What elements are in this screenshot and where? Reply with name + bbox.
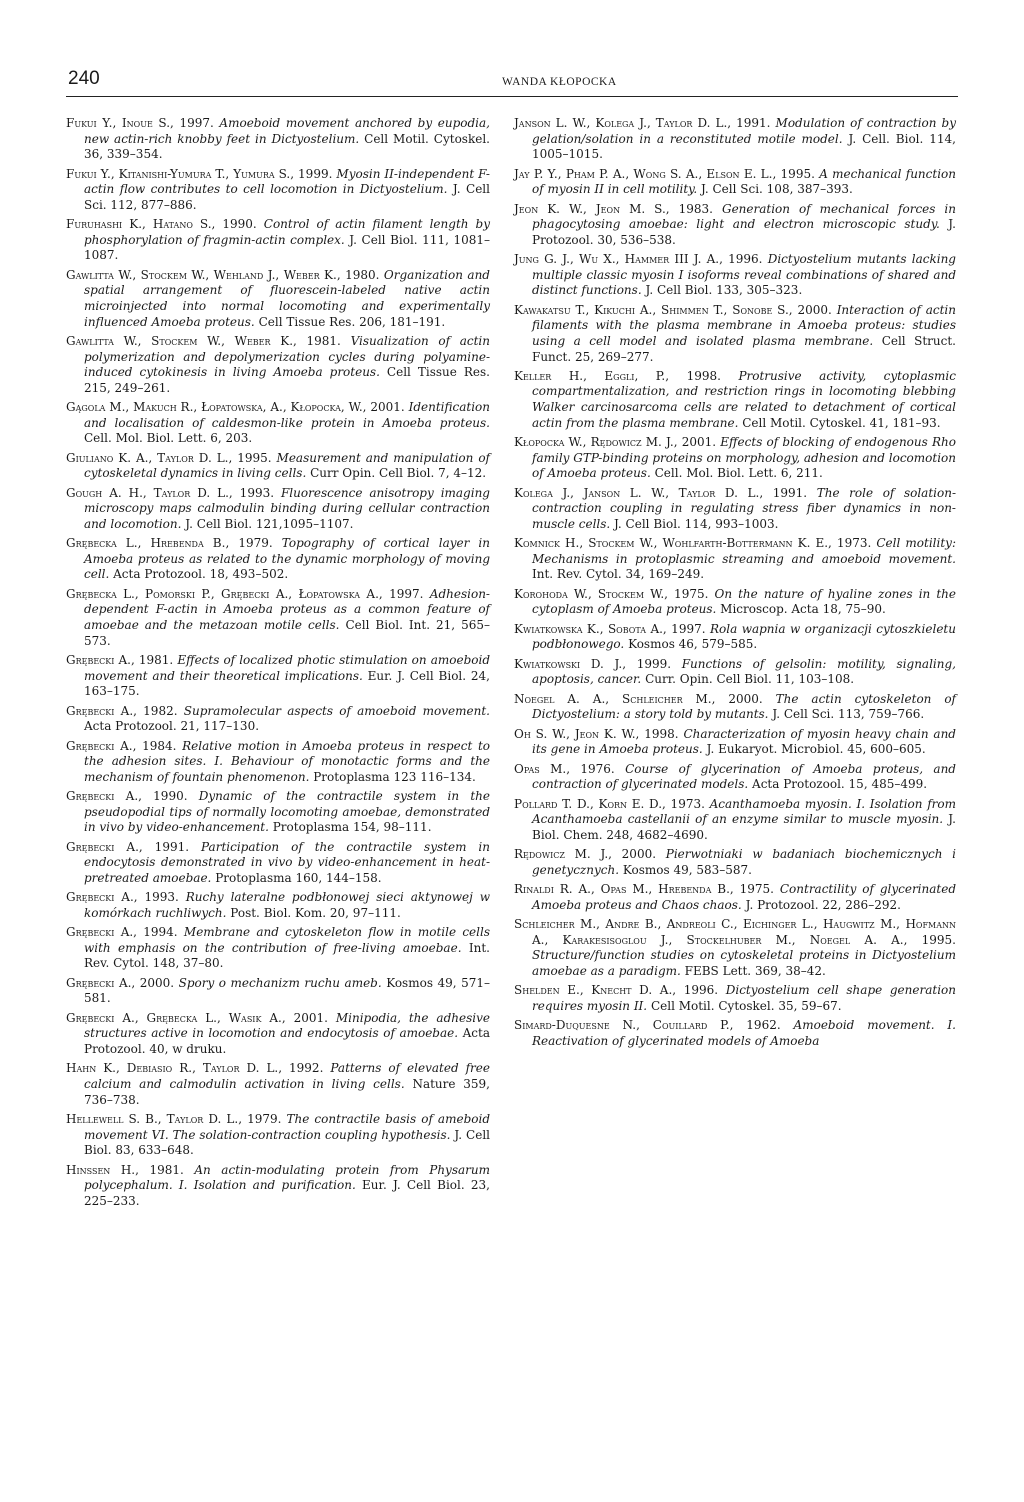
reference-entry <box>66 1011 490 1058</box>
reference-entry <box>66 486 490 533</box>
reference-entry <box>514 116 956 163</box>
reference-source: Cell Struct. Funct. 25, 269–277. <box>532 333 956 364</box>
reference-source: Kosmos 49, 583–587. <box>622 862 752 877</box>
reference-source: Post. Biol. Kom. 20, 97–111. <box>230 905 401 920</box>
reference-authors: Grębecki A., 1991. <box>66 839 190 854</box>
reference-title: Protrusive activity, cytoplasmic compartmentalization, and restriction rings in locomoting blebbing Walker carcinosarcoma cells are related to detachment of cortical actin from the plasma membrane. <box>532 368 956 430</box>
reference-authors: Grębecki A., 1993. <box>66 890 179 905</box>
reference-source: Protoplasma 123 116–134. <box>313 769 476 784</box>
reference-authors: Hahn K., Debiasio R., Taylor D. L., 1992. <box>66 1061 324 1076</box>
reference-source: Cell Motil. Cytoskel. 35, 59–67. <box>650 999 842 1014</box>
reference-source: J. Cell Biol. 111, 1081–1087. <box>84 232 490 263</box>
reference-source: Cell Tissue Res. 215, 249–261. <box>84 365 490 395</box>
reference-title: Structure/function studies on cytoskeletal proteins in Dictyostelium amoebae as a paradigm. <box>532 948 956 979</box>
reference-title: Pierwotniaki w badaniach biochemicznych i genetycznych. <box>532 847 956 877</box>
reference-source: Acta Protozool. 21, 117–130. <box>84 719 260 734</box>
reference-title: Myosin II-independent F-actin flow contributes to cell locomotion in Dictyostelium. <box>84 166 490 197</box>
reference-entry <box>66 167 490 214</box>
reference-source: Cell. Mol. Biol. Lett. 6, 203. <box>84 431 253 446</box>
reference-source: J. Protozool. 30, 536–538. <box>532 217 956 247</box>
reference-entry <box>66 976 490 1007</box>
reference-title: The role of solation-contraction coupling in regulating stress fiber dynamics in non-muscle cells. <box>532 485 957 531</box>
reference-entry <box>514 983 956 1014</box>
reference-entry <box>514 252 956 299</box>
reference-authors: Oh S. W., Jeon K. W., 1998. <box>514 726 679 741</box>
references-right-column <box>514 116 956 1053</box>
reference-title: Contractility of glycerinated Amoeba proteus and Chaos chaos. <box>532 882 956 912</box>
reference-title: Visualization of actin polymerization and depolymerization cycles during polyamine-induced cytokinesis in living Amoeba proteus. <box>84 333 490 380</box>
reference-entry <box>66 400 490 447</box>
reference-title: Fluorescence anisotropy imaging microscopy maps calmodulin binding during cellular contraction and locomotion. <box>84 485 490 531</box>
reference-title: Amoeboid movement anchored by eupodia, new actin-rich knobby feet in Dictyostelium. <box>84 116 490 146</box>
reference-authors: Gawlitta W., Stockem W., Wehland J., Weber K., 1980. <box>66 267 380 282</box>
reference-entry <box>514 202 956 249</box>
reference-title: Patterns of elevated free calcium and calmodulin activation in living cells. <box>84 1061 490 1091</box>
reference-source: Acta Protozool. 15, 485–499. <box>752 777 928 792</box>
reference-source: Cell Motil. Cytoskel. 36, 339–354. <box>84 131 490 162</box>
reference-source: Protoplasma 160, 144–158. <box>215 870 382 885</box>
reference-authors: Fukui Y., Inoue S., 1997. <box>66 116 214 130</box>
reference-authors: Gągola M., Makuch R., Łopatowska, A., Kłopocka, W., 2001. <box>66 400 405 415</box>
reference-title: Acanthamoeba myosin. I. Isolation from Acanthamoeba castellanii of an enzyme similar to muscle myosin. <box>532 796 956 827</box>
reference-entry <box>514 657 956 688</box>
reference-authors: Shelden E., Knecht D. A., 1996. <box>514 983 719 998</box>
reference-title: The contractile basis of ameboid movement VI. The solation-contraction coupling hypothesis. <box>84 1111 490 1142</box>
reference-entry <box>514 622 956 653</box>
reference-entry <box>514 727 956 758</box>
reference-source: J. Cell. Biol. 114, 1005–1015. <box>532 131 956 162</box>
reference-source: J. Cell Sci. 108, 387–393. <box>700 182 853 197</box>
reference-entry <box>66 116 490 163</box>
reference-authors: Keller H., Eggli, P., 1998. <box>514 368 721 383</box>
reference-title: Modulation of contraction by gelation/solation in a reconstituted motile model. <box>532 116 957 146</box>
page-number: 240 <box>68 68 100 89</box>
reference-source: Eur. J. Cell Biol. 23, 225–233. <box>84 1178 490 1208</box>
reference-authors: Grębecki A., 1990. <box>66 789 188 804</box>
reference-entry <box>514 587 956 618</box>
reference-entry <box>66 653 490 700</box>
reference-authors: Grębecki A., 1982. <box>66 703 178 718</box>
reference-entry <box>514 167 956 198</box>
reference-authors: Kawakatsu T., Kikuchi A., Shimmen T., Sonobe S., 2000. <box>514 302 832 317</box>
reference-entry <box>66 587 490 649</box>
reference-authors: Opas M., 1976. <box>514 761 615 776</box>
reference-entry <box>514 917 956 979</box>
reference-authors: Jeon K. W., Jeon M. S., 1983. <box>514 201 713 216</box>
reference-source: Eur. J. Cell Biol. 24, 163–175. <box>84 668 490 699</box>
reference-title: Measurement and manipulation of cytoskeletal dynamics in living cells. <box>84 450 490 481</box>
reference-title: Relative motion in Amoeba proteus in respect to the adhesion sites. I. Behaviour of monotactic forms and the mechanism of fountain phenomenon. <box>84 738 490 784</box>
reference-entry <box>66 1163 490 1210</box>
reference-authors: Gough A. H., Taylor D. L., 1993. <box>66 485 275 500</box>
reference-authors: Hinssen H., 1981. <box>66 1162 184 1177</box>
references-left-column <box>66 116 490 1213</box>
reference-entry <box>66 217 490 264</box>
reference-source: Acta Protozool. 18, 493–502. <box>113 567 289 582</box>
reference-title: Functions of gelsolin: motility, signaling, apoptosis, cancer. <box>532 656 956 687</box>
reference-entry <box>514 369 956 431</box>
reference-source: Nature 359, 736–738. <box>84 1076 490 1107</box>
reference-entry <box>66 704 490 735</box>
reference-source: Cell Motil. Cytoskel. 41, 181–93. <box>742 415 941 430</box>
reference-title: Dictyostelium mutants lacking multiple classic myosin I isoforms reveal combinations of shared and distinct functions. <box>532 252 956 298</box>
reference-title: Amoeboid movement. I. Reactivation of glycerinated models of Amoeba <box>532 1018 956 1048</box>
reference-title: Control of actin filament length by phosphorylation of fragmin-actin complex. <box>84 217 490 247</box>
reference-title: A mechanical function of myosin II in cell motility. <box>532 166 956 197</box>
reference-authors: Kwiatkowska K., Sobota A., 1997. <box>514 621 706 636</box>
reference-entry <box>66 739 490 786</box>
reference-source: J. Protozool. 22, 286–292. <box>745 897 901 912</box>
reference-authors: Kolega J., Janson L. W., Taylor D. L., 1991. <box>514 485 808 500</box>
reference-title: Generation of mechanical forces in phagocytosing amoebae: light and electron microscopic study. <box>532 201 956 232</box>
reference-entry <box>66 1112 490 1159</box>
reference-source: J. Cell Biol. 83, 633–648. <box>84 1127 490 1158</box>
reference-source: J. Biol. Chem. 248, 4682–4690. <box>532 812 956 842</box>
reference-authors: Korohoda W., Stockem W., 1975. <box>514 586 709 601</box>
reference-title: Rola wapnia w organizacji cytoszkieletu podbłonowego. <box>532 621 956 652</box>
reference-title: Participation of the contractile system in endocytosis demonstrated in vivo by video-enhancement in heat-pretreated amoebae. <box>84 839 490 885</box>
reference-title: Characterization of myosin heavy chain and its gene in Amoeba proteus. <box>532 726 956 757</box>
reference-authors: Fukui Y., Kitanishi-Yumura T., Yumura S., 1999. <box>66 166 333 181</box>
running-head: WANDA KŁOPOCKA <box>502 76 617 88</box>
reference-authors: Furuhashi K., Hatano S., 1990. <box>66 217 257 232</box>
reference-authors: Pollard T. D., Korn E. D., 1973. <box>514 796 705 811</box>
reference-entry <box>514 486 956 533</box>
reference-title: Dictyostelium cell shape generation requires myosin II. <box>532 983 956 1014</box>
reference-source: Curr. Opin. Cell Biol. 11, 103–108. <box>645 672 855 687</box>
reference-source: Curr Opin. Cell Biol. 7, 4–12. <box>310 466 487 481</box>
reference-title: Spory o mechanizm ruchu ameb. <box>178 975 382 990</box>
reference-authors: Kłopocka W., Rędowicz M. J., 2001. <box>514 435 717 450</box>
reference-entry <box>66 334 490 396</box>
reference-source: FEBS Lett. 369, 38–42. <box>684 964 826 979</box>
reference-title: Interaction of actin filaments with the plasma membrane in Amoeba proteus: studies using a cell model and isolated plasma membrane. <box>532 302 956 348</box>
reference-authors: Grębecki A., Grębecka L., Wasik A., 2001. <box>66 1010 328 1025</box>
reference-authors: Komnick H., Stockem W., Wohlfarth-Bottermann K. E., 1973. <box>514 536 872 551</box>
reference-entry <box>66 451 490 482</box>
reference-source: Acta Protozool. 40, w druku. <box>84 1026 490 1056</box>
reference-entry <box>514 536 956 583</box>
reference-authors: Jay P. Y., Pham P. A., Wong S. A., Elson E. L., 1995. <box>514 166 815 181</box>
reference-title: On the nature of hyaline zones in the cytoplasm of Amoeba proteus. <box>532 586 956 617</box>
reference-source: Cell Tissue Res. 206, 181–191. <box>258 314 446 329</box>
reference-entry <box>66 789 490 836</box>
reference-authors: Giuliano K. A., Taylor D. L., 1995. <box>66 450 272 465</box>
reference-entry <box>514 797 956 844</box>
reference-entry <box>514 435 956 482</box>
reference-authors: Schleicher M., Andre B., Andreoli C., Eichinger L., Haugwitz M., Hofmann A., Karakesisoglou J., Stockelhuber M., Noegel A. A., 1995. <box>514 917 956 947</box>
reference-source: J. Cell Biol. 133, 305–323. <box>645 283 803 298</box>
reference-title: The actin cytoskeleton of Dictyostelium: a story told by mutants. <box>532 691 956 722</box>
reference-source: Kosmos 46, 579–585. <box>628 637 758 652</box>
reference-source: J. Cell Biol. 114, 993–1003. <box>614 516 779 531</box>
reference-source: J. Cell Biol. 121,1095–1107. <box>185 516 354 531</box>
reference-title: Supramolecular aspects of amoeboid movement. <box>183 703 490 718</box>
reference-title: An actin-modulating protein from Physarum polycephalum. I. Isolation and purification. <box>84 1162 490 1193</box>
reference-title: Effects of blocking of endogenous Rho family GTP-binding proteins on morphology, adhesion and locomotion of Amoeba proteus. <box>532 435 956 481</box>
reference-authors: Grębecki A., 1981. <box>66 652 174 667</box>
reference-authors: Simard-Duquesne N., Couillard P., 1962. <box>514 1018 781 1033</box>
reference-entry <box>66 536 490 583</box>
reference-entry <box>514 882 956 913</box>
reference-authors: Rędowicz M. J., 2000. <box>514 847 657 862</box>
reference-title: Course of glycerination of Amoeba proteus, and contraction of glycerinated models. <box>532 761 956 792</box>
reference-entry <box>66 890 490 921</box>
reference-entry <box>66 925 490 972</box>
reference-authors: Grębecki A., 1984. <box>66 738 177 753</box>
reference-entry <box>514 1018 956 1049</box>
reference-source: Cell. Mol. Biol. Lett. 6, 211. <box>654 466 823 481</box>
reference-title: Effects of localized photic stimulation on amoeboid movement and their theoretical implications. <box>84 652 490 683</box>
reference-title: Minipodia, the adhesive structures active in locomotion and endocytosis of amoebae. <box>84 1010 490 1041</box>
reference-title: Organization and spatial arrangement of fluorescein-labeled native actin microinjected into normal locomoting and experimentally influenced Amoeba proteus. <box>84 267 490 329</box>
reference-authors: Hellewell S. B., Taylor D. L., 1979. <box>66 1111 282 1126</box>
reference-authors: Gawlitta W., Stockem W., Weber K., 1981. <box>66 333 341 348</box>
reference-title: Identification and localisation of caldesmon-like protein in Amoeba proteus. <box>84 400 490 430</box>
reference-source: Cell Biol. Int. 21, 565–573. <box>84 617 490 648</box>
reference-title: Cell motility: Mechanisms in protoplasmic streaming and amoeboid movement. <box>532 536 956 566</box>
reference-authors: Kwiatkowski D. J., 1999. <box>514 656 672 671</box>
reference-entry <box>514 762 956 793</box>
reference-entry <box>66 1061 490 1108</box>
reference-authors: Janson L. W., Kolega J., Taylor D. L., 1991. <box>514 116 771 130</box>
reference-entry <box>66 268 490 330</box>
reference-authors: Grębecka L., Hrebenda B., 1979. <box>66 536 273 551</box>
reference-source: J. Eukaryot. Microbiol. 45, 600–605. <box>706 742 926 757</box>
reference-source: Int. Rev. Cytol. 148, 37–80. <box>84 940 490 971</box>
reference-title: Adhesion-dependent F-actin in Amoeba proteus as a common feature of amoebae and the metazoan motile cells. <box>84 586 490 632</box>
reference-source: Protoplasma 154, 98–111. <box>272 820 432 835</box>
reference-title: Ruchy lateralne podbłonowej sieci aktynowej w komórkach ruchliwych. <box>84 890 490 920</box>
reference-source: J. Cell Sci. 112, 877–886. <box>84 182 490 212</box>
reference-authors: Grębecki A., 1994. <box>66 925 178 940</box>
reference-title: Membrane and cytoskeleton flow in motile cells with emphasis on the contribution of free-living amoebae. <box>84 925 490 955</box>
reference-authors: Noegel A. A., Schleicher M., 2000. <box>514 691 763 706</box>
reference-authors: Jung G. J., Wu X., Hammer III J. A., 1996. <box>514 252 763 267</box>
reference-authors: Grębecka L., Pomorski P., Grębecki A., Łopatowska A., 1997. <box>66 586 424 601</box>
reference-title: Dynamic of the contractile system in the pseudopodial tips of normally locomoting amoebae, demonstrated in vivo by video-enhancement. <box>84 789 490 835</box>
reference-entry <box>514 847 956 878</box>
reference-source: Microscop. Acta 18, 75–90. <box>720 602 886 617</box>
reference-title: Topography of cortical layer in Amoeba proteus as related to the dynamic morphology of moving cell. <box>84 536 490 582</box>
reference-source: Kosmos 49, 571–581. <box>84 975 490 1006</box>
page-header <box>66 66 958 97</box>
reference-authors: Grębecki A., 2000. <box>66 975 175 990</box>
reference-source: J. Cell Sci. 113, 759–766. <box>772 707 925 722</box>
reference-entry <box>514 692 956 723</box>
reference-source: Int. Rev. Cytol. 34, 169–249. <box>532 567 705 582</box>
reference-entry <box>66 840 490 887</box>
reference-authors: Rinaldi R. A., Opas M., Hrebenda B., 1975. <box>514 882 774 897</box>
reference-entry <box>514 303 956 365</box>
